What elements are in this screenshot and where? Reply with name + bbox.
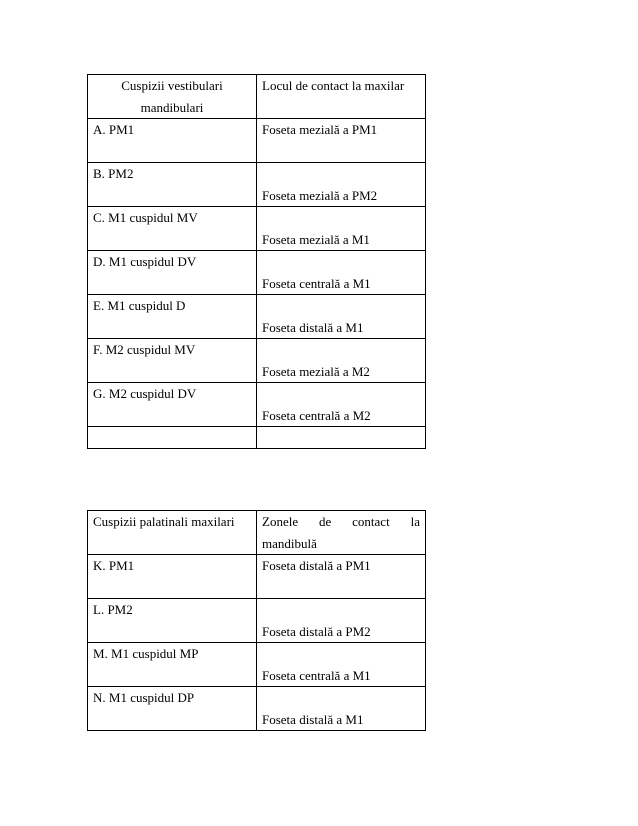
header-contact-line2: mandibulă [262, 536, 317, 551]
row-value: Foseta distală a PM1 [262, 558, 371, 573]
table-row [88, 251, 426, 295]
row-value: Foseta centrală a M1 [262, 276, 371, 291]
header-cusps: Cuspizii palatinali maxilari [93, 514, 235, 529]
header-contact-line1 [262, 511, 420, 533]
row-label: A. PM1 [93, 122, 135, 137]
row-value: Foseta mezială a M2 [262, 364, 370, 379]
row-value: Foseta mezială a M1 [262, 232, 370, 247]
header-cell-contact [257, 511, 426, 555]
row-label: D. M1 cuspidul DV [93, 254, 197, 269]
row-value: Foseta distală a M1 [262, 320, 364, 335]
header-word: contact [352, 514, 390, 529]
table-header-row [88, 75, 426, 119]
row-value: Foseta centrală a M2 [262, 408, 371, 423]
table-row [88, 295, 426, 339]
row-value: Foseta centrală a M1 [262, 668, 371, 683]
row-label: M. M1 cuspidul MP [93, 646, 199, 661]
header-cusps-line1: Cuspizii vestibulari [121, 78, 223, 93]
header-contact: Locul de contact la maxilar [262, 78, 405, 93]
table-row [88, 555, 426, 599]
row-label: C. M1 cuspidul MV [93, 210, 198, 225]
table-row [88, 119, 426, 163]
table-row [88, 339, 426, 383]
header-cell-cusps [88, 75, 257, 119]
table-row-empty [88, 427, 426, 449]
header-word: la [410, 514, 420, 529]
table-row [88, 383, 426, 427]
header-word: Zonele [262, 514, 299, 529]
table-header-row [88, 511, 426, 555]
row-value: Foseta mezială a PM1 [262, 122, 378, 137]
header-cell-cusps [88, 511, 257, 555]
row-value: Foseta distală a M1 [262, 712, 364, 727]
table-row [88, 207, 426, 251]
table-mandibular-buccal-cusps [87, 74, 426, 449]
row-label: N. M1 cuspidul DP [93, 690, 195, 705]
table-row [88, 163, 426, 207]
table-row [88, 643, 426, 687]
row-value: Foseta distală a PM2 [262, 624, 371, 639]
row-label: L. PM2 [93, 602, 133, 617]
header-cusps-line2: mandibulari [140, 100, 204, 115]
header-cell-contact [257, 75, 426, 119]
row-label: G. M2 cuspidul DV [93, 386, 197, 401]
table-row [88, 687, 426, 731]
row-label: E. M1 cuspidul D [93, 298, 186, 313]
row-value: Foseta mezială a PM2 [262, 188, 378, 203]
table-row [88, 599, 426, 643]
row-label: F. M2 cuspidul MV [93, 342, 196, 357]
row-label: B. PM2 [93, 166, 134, 181]
header-word: de [318, 514, 332, 529]
table-maxillary-palatal-cusps [87, 510, 426, 731]
row-label: K. PM1 [93, 558, 135, 573]
